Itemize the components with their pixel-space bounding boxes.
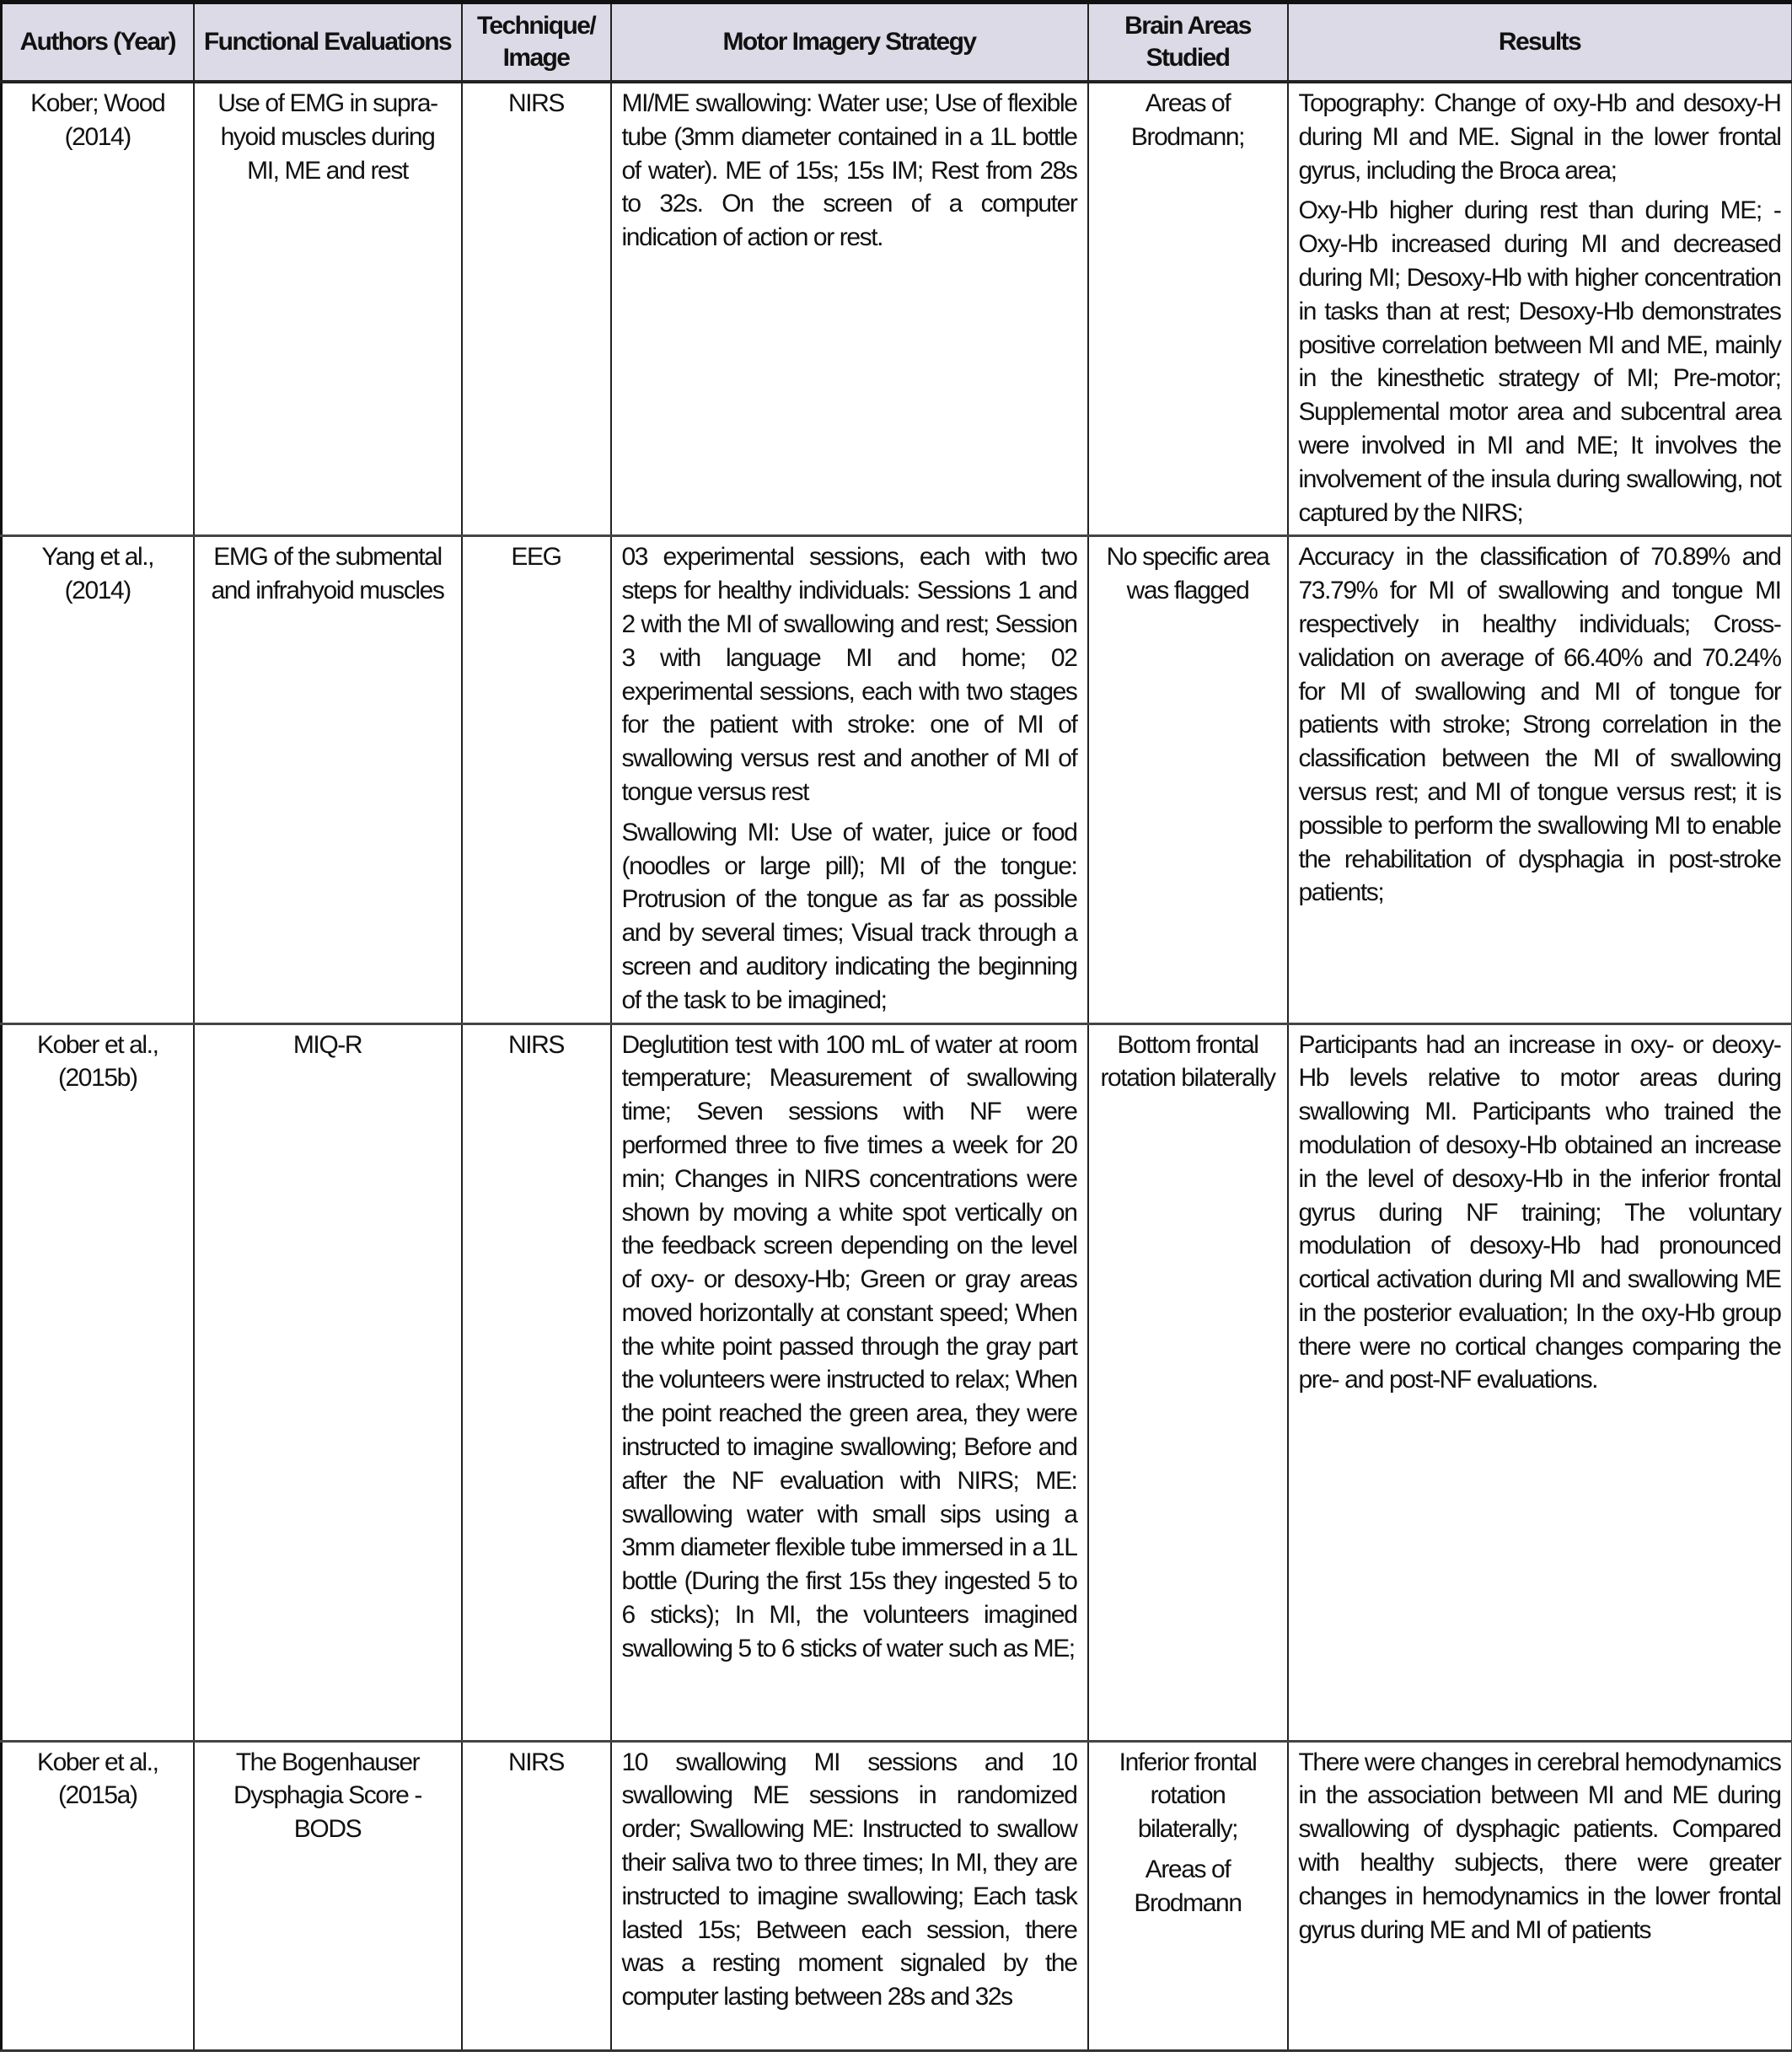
cell-results bbox=[1288, 1741, 1792, 2050]
cell-authors: Kober et al., (2015b) bbox=[2, 1023, 194, 1741]
cell-functional-evaluations: Use of EMG in supra-hyoid muscles during MI, ME and rest bbox=[194, 82, 462, 536]
cell-results bbox=[1288, 1023, 1792, 1741]
strategy-paragraph: 10 swallowing MI sessions and 10 swallowing ME sessions in randomized order; Swallowing ME: Instructed to swallow their saliva two to three times; In MI, they are instructed to imagine swallowing; Each task lasted 15s; Between each session, there was a resting moment signaled by the computer lasting between 28s and 32s bbox=[621, 1748, 1077, 2011]
cell-strategy bbox=[611, 82, 1088, 536]
results-paragraph: Accuracy in the classification of 70.89% and 73.79% for MI of swallowing and tongue MI respectively in healthy individuals; Cross-validation on average of 66.40% and 70.24% for MI of swallowing and MI of tongue for patients with stroke; Strong correlation in the classification between the MI of swallowing versus rest; and MI of tongue versus rest; it is possible to perform the swallowing MI to enable the rehabilitation of dysphagia in post-stroke patients; bbox=[1298, 543, 1781, 907]
cell-technique: EEG bbox=[462, 536, 611, 1023]
cell-brain-areas bbox=[1088, 82, 1288, 536]
table-row bbox=[2, 536, 1792, 1023]
header-motor-imagery-strategy: Motor Imagery Strategy bbox=[611, 3, 1088, 83]
header-functional-evaluations: Functional Evaluations bbox=[194, 3, 462, 83]
cell-functional-evaluations: EMG of the submental and infrahyoid muscles bbox=[194, 536, 462, 1023]
header-technique-image: Technique/ Image bbox=[462, 3, 611, 83]
strategy-paragraph: Swallowing MI: Use of water, juice or food (noodles or large pill); MI of the tongue: Protrusion of the tongue as far as possible and by several times; Visual track through a screen and auditory indicating the beginning of the task to be imagined; bbox=[621, 818, 1077, 1014]
header-brain-areas: Brain Areas Studied bbox=[1088, 3, 1288, 83]
table-body bbox=[2, 82, 1792, 2050]
brain-areas-paragraph: Bottom frontal rotation bilaterally bbox=[1100, 1030, 1275, 1093]
cell-authors: Kober; Wood (2014) bbox=[2, 82, 194, 536]
cell-brain-areas bbox=[1088, 1741, 1288, 2050]
results-paragraph: Oxy-Hb higher during rest than during ME; - Oxy-Hb increased during MI and decreased during MI; Desoxy-Hb with higher concentration in tasks than at rest; Desoxy-Hb demonstrates positive correlation between MI and ME, mainly in the kinesthetic strategy of MI; Pre-motor; Supplemental motor area and subcentral area were involved in MI and ME; It involves the involvement of the insula during swallowing, not captured by the NIRS; bbox=[1298, 196, 1781, 527]
results-paragraph: Topography: Change of oxy-Hb and desoxy-H during MI and ME. Signal in the lower frontal gyrus, including the Broca area; bbox=[1298, 89, 1781, 185]
cell-results bbox=[1288, 536, 1792, 1023]
brain-areas-paragraph: Areas of Brodmann bbox=[1134, 1855, 1242, 1917]
header-row bbox=[2, 3, 1792, 83]
cell-functional-evaluations: The Bogenhauser Dysphagia Score - BODS bbox=[194, 1741, 462, 2050]
table-row bbox=[2, 1023, 1792, 1741]
cell-technique: NIRS bbox=[462, 1023, 611, 1741]
brain-areas-paragraph: Areas of Brodmann; bbox=[1130, 89, 1245, 151]
brain-areas-paragraph: No specific area was flagged bbox=[1106, 543, 1269, 605]
table-row bbox=[2, 82, 1792, 536]
cell-brain-areas bbox=[1088, 536, 1288, 1023]
brain-areas-paragraph: Inferior frontal rotation bilaterally; bbox=[1119, 1748, 1257, 1844]
results-paragraph: There were changes in cerebral hemodynamics in the association between MI and ME during swallowing of dysphagic patients. Compared with healthy subjects, there were greater changes in hemodynamics in the lower frontal gyrus during ME and MI of patients bbox=[1298, 1748, 1781, 1944]
cell-strategy bbox=[611, 1741, 1088, 2050]
table-header bbox=[2, 3, 1792, 83]
cell-results bbox=[1288, 82, 1792, 536]
strategy-paragraph: MI/ME swallowing: Water use; Use of flexible tube (3mm diameter contained in a 1L bottle of water). ME of 15s; 15s IM; Rest from 28s to 32s. On the screen of a computer indication of action or rest. bbox=[621, 89, 1077, 252]
cell-technique: NIRS bbox=[462, 82, 611, 536]
cell-strategy bbox=[611, 536, 1088, 1023]
cell-strategy bbox=[611, 1023, 1088, 1741]
cell-authors: Kober et al., (2015a) bbox=[2, 1741, 194, 2050]
strategy-paragraph: 03 experimental sessions, each with two steps for healthy individuals: Sessions 1 and 2 with the MI of swallowing and rest; Session 3 with language MI and home; 02 experimental sessions, each with two stages for the patient with stroke: one of MI of swallowing versus rest and another of MI of tongue versus rest bbox=[621, 543, 1077, 806]
table-row bbox=[2, 1741, 1792, 2050]
cell-technique: NIRS bbox=[462, 1741, 611, 2050]
cell-functional-evaluations: MIQ-R bbox=[194, 1023, 462, 1741]
cell-brain-areas bbox=[1088, 1023, 1288, 1741]
strategy-paragraph: Deglutition test with 100 mL of water at room temperature; Measurement of swallowing time; Seven sessions with NF were performed three to five times a week for 20 min; Changes in NIRS concentrations were shown by moving a white spot vertically on the feedback screen depending on the level of oxy- or desoxy-Hb; Green or gray areas moved horizontally at constant speed; When the white point passed through the gray part the volunteers were instructed to relax; When the point reached the green area, they were instructed to imagine swallowing; Before and after the NF evaluation with NIRS; ME: swallowing water with small sips using a 3mm diameter flexible tube immersed in a 1L bottle (During the first 15s they ingested 5 to 6 sticks); In MI, the volunteers imagined swallowing 5 to 6 sticks of water such as ME; bbox=[621, 1030, 1077, 1662]
results-paragraph: Participants had an increase in oxy- or deoxy-Hb levels relative to motor areas during swallowing MI. Participants who trained the modulation of desoxy-Hb obtained an increase in the level of desoxy-Hb in the inferior frontal gyrus during NF training; The voluntary modulation of desoxy-Hb had pronounced cortical activation during MI and swallowing ME in the posterior evaluation; In the oxy-Hb group there were no cortical changes comparing the pre- and post-NF evaluations. bbox=[1298, 1030, 1781, 1394]
header-results: Results bbox=[1288, 3, 1792, 83]
header-authors: Authors (Year) bbox=[2, 3, 194, 83]
cell-authors: Yang et al., (2014) bbox=[2, 536, 194, 1023]
